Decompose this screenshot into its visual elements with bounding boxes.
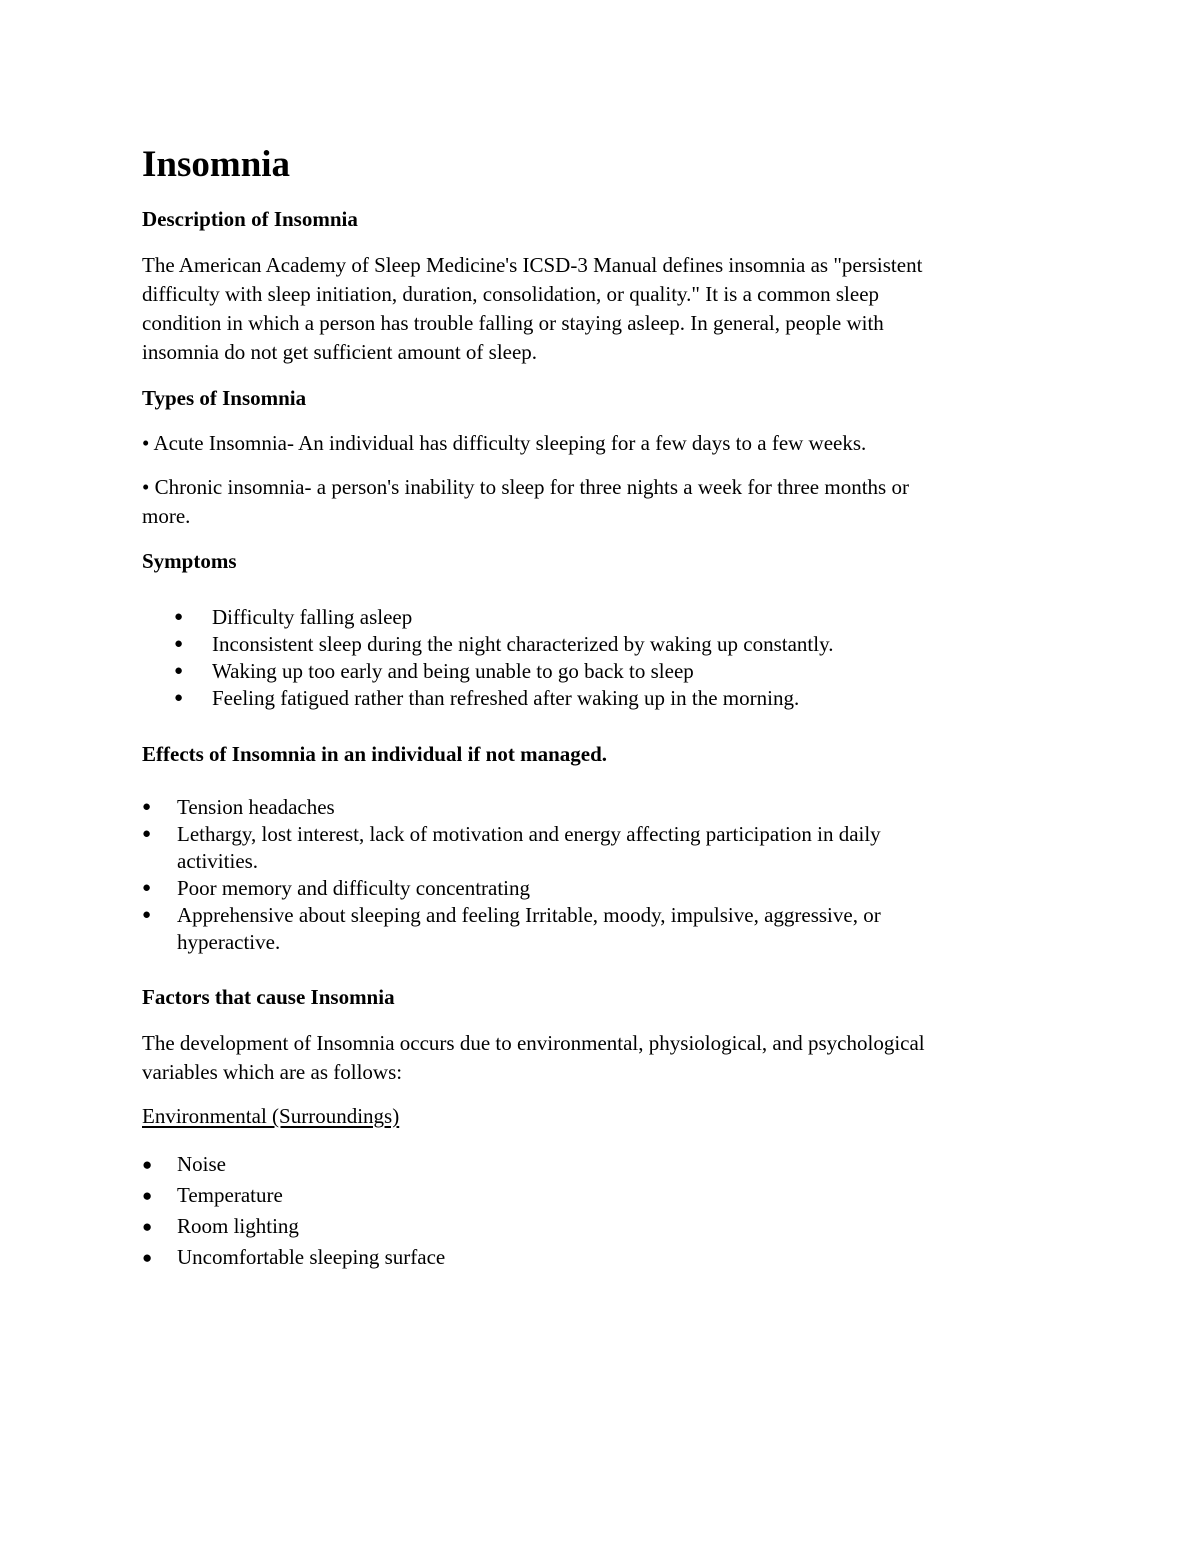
bullet-icon: ●: [174, 690, 184, 706]
factors-intro: [142, 1029, 1032, 1087]
environmental-text: Temperature: [177, 1183, 283, 1207]
bullet-icon: ●: [174, 636, 184, 652]
environmental-text: Room lighting: [177, 1214, 299, 1238]
effect-text-continued: activities.: [177, 849, 259, 873]
factors-intro-line: variables which are as follows:: [142, 1060, 403, 1084]
symptoms-heading: Symptoms: [142, 549, 237, 573]
list-item: [142, 794, 1032, 821]
effect-text: Apprehensive about sleeping and feeling Irritable, moody, impulsive, aggressive, or: [177, 903, 881, 927]
factors-intro-line: The development of Insomnia occurs due to environmental, physiological, and psychological: [142, 1031, 925, 1055]
bullet-icon: ●: [174, 663, 184, 679]
description-line: condition in which a person has trouble falling or staying asleep. In general, people with: [142, 311, 884, 335]
symptom-text: Difficulty falling asleep: [212, 605, 413, 629]
effect-text: Lethargy, lost interest, lack of motivation and energy affecting participation in daily: [177, 822, 881, 846]
types-heading: Types of Insomnia: [142, 386, 307, 410]
list-item: [142, 658, 1032, 685]
description-line: difficulty with sleep initiation, duration, consolidation, or quality." It is a common sleep: [142, 282, 880, 306]
type-acute: • Acute Insomnia- An individual has difficulty sleeping for a few days to a few weeks.: [142, 431, 867, 455]
list-item: [142, 1211, 1032, 1242]
bullet-icon: ●: [142, 1248, 153, 1267]
environmental-subheading-text: Environmental (Surroundings): [142, 1104, 400, 1128]
bullet-icon: ●: [142, 880, 152, 896]
type-chronic: [142, 473, 1032, 531]
list-item: [142, 604, 1032, 631]
environmental-text: Uncomfortable sleeping surface: [177, 1245, 446, 1269]
effect-text-continued: hyperactive.: [177, 930, 281, 954]
bullet-icon: ●: [142, 907, 152, 923]
list-item: [142, 631, 1032, 658]
list-item: [142, 1180, 1032, 1211]
symptom-text: Inconsistent sleep during the night characterized by waking up constantly.: [212, 632, 834, 656]
description-heading: Description of Insomnia: [142, 207, 358, 231]
list-item: [142, 875, 1032, 902]
list-item: [142, 821, 1032, 875]
bullet-icon: ●: [142, 1186, 153, 1205]
bullet-icon: ●: [142, 1217, 153, 1236]
bullet-icon: ●: [174, 609, 184, 625]
symptom-text: Waking up too early and being unable to go back to sleep: [212, 659, 694, 683]
symptoms-list: [142, 604, 1032, 712]
effect-text: Poor memory and difficulty concentrating: [177, 876, 531, 900]
environmental-list: [142, 1149, 1032, 1273]
factors-heading: Factors that cause Insomnia: [142, 985, 395, 1009]
description-paragraph: [142, 251, 1032, 367]
environmental-text: Noise: [177, 1152, 226, 1176]
type-chronic-line: more.: [142, 504, 191, 528]
document-title: Insomnia: [142, 144, 291, 185]
description-line: insomnia do not get sufficient amount of sleep.: [142, 340, 538, 364]
environmental-subheading: [142, 1102, 1032, 1131]
bullet-icon: ●: [142, 1155, 153, 1174]
effects-list: [142, 794, 1032, 956]
bullet-icon: ●: [142, 826, 152, 842]
description-line: The American Academy of Sleep Medicine's ICSD-3 Manual defines insomnia as "persistent: [142, 253, 923, 277]
effects-heading: Effects of Insomnia in an individual if not managed.: [142, 742, 607, 766]
list-item: [142, 685, 1032, 712]
list-item: [142, 902, 1032, 956]
list-item: [142, 1149, 1032, 1180]
effect-text: Tension headaches: [177, 795, 335, 819]
list-item: [142, 1242, 1032, 1273]
symptom-text: Feeling fatigued rather than refreshed after waking up in the morning.: [212, 686, 800, 710]
type-chronic-line: • Chronic insomnia- a person's inability to sleep for three nights a week for three months or: [142, 475, 909, 499]
bullet-icon: ●: [142, 799, 152, 815]
